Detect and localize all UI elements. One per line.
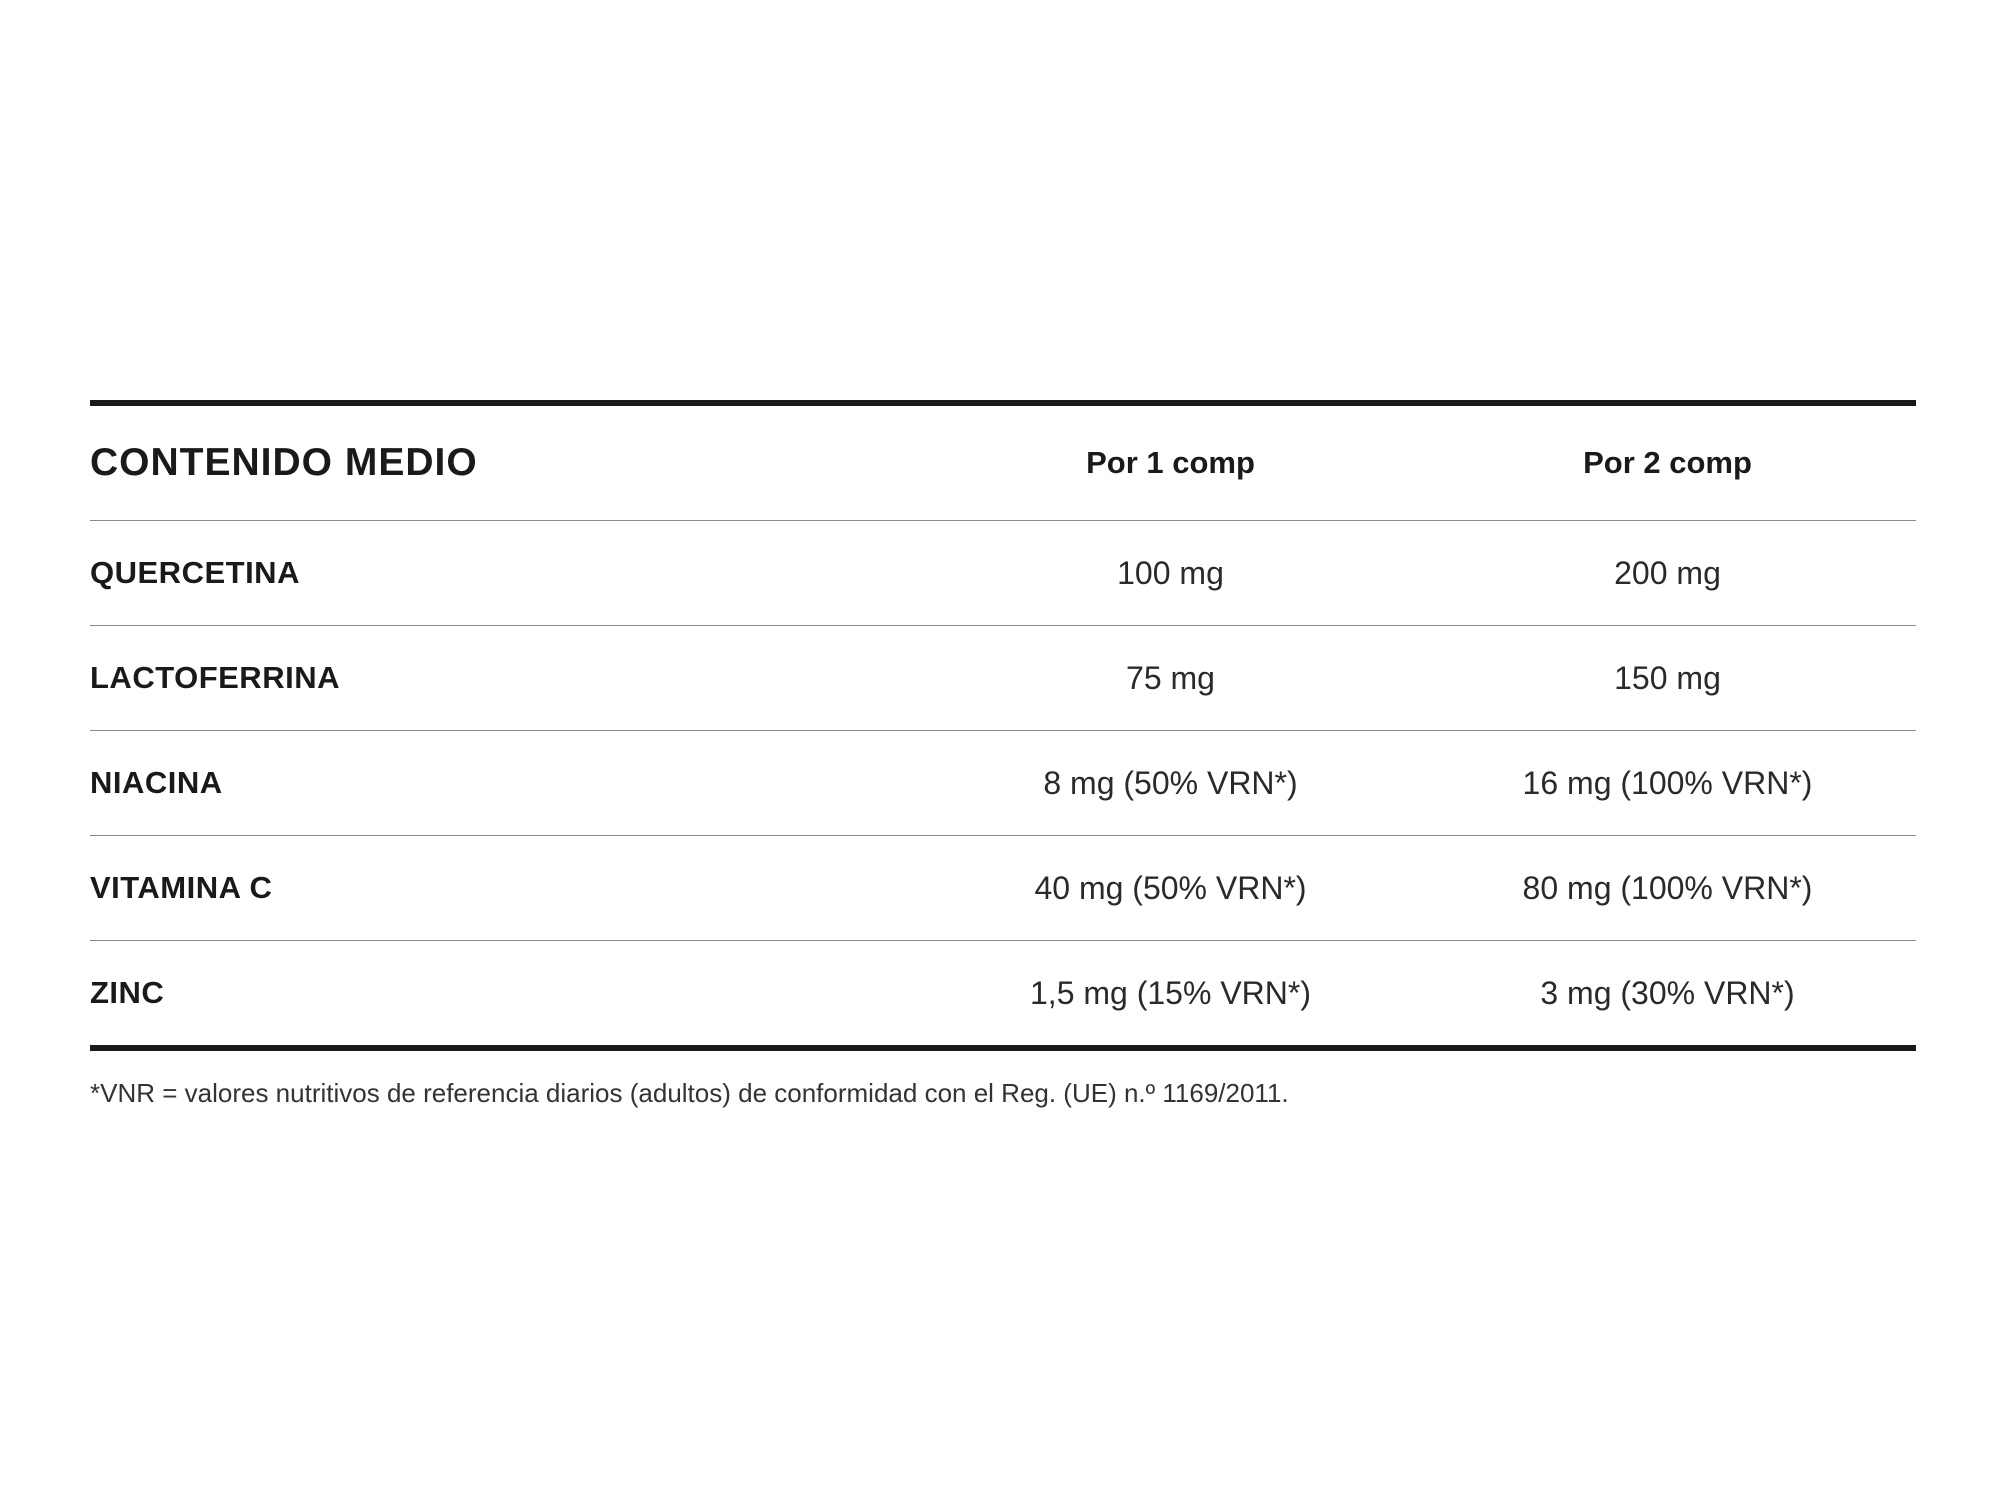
- value-per-1: 8 mg (50% VRN*): [922, 731, 1419, 836]
- table-title: CONTENIDO MEDIO: [90, 403, 922, 521]
- table-row: [90, 521, 1916, 626]
- footnote: *VNR = valores nutritivos de referencia diarios (adultos) de conformidad con el Reg. (UE) n.º 1169/2011.: [90, 1078, 1289, 1108]
- nutrient-name: ZINC: [90, 975, 165, 1010]
- value-per-2: 150 mg: [1419, 626, 1916, 731]
- value-per-1: 40 mg (50% VRN*): [922, 836, 1419, 941]
- table-row: [90, 626, 1916, 731]
- table-row: [90, 836, 1916, 941]
- nutrient-name: LACTOFERRINA: [90, 626, 922, 731]
- value-per-2: 80 mg (100% VRN*): [1419, 836, 1916, 941]
- nutrient-name: NIACINA: [90, 731, 922, 836]
- table-row: [90, 731, 1916, 836]
- nutrient-name: VITAMINA C: [90, 836, 922, 941]
- nutrition-table: [90, 400, 1916, 1051]
- nutrient-name: QUERCETINA: [90, 521, 922, 626]
- table-row: [90, 941, 1916, 1049]
- column-header-per-2: Por 2 comp: [1419, 403, 1916, 521]
- column-header-per-1: Por 1 comp: [922, 403, 1419, 521]
- value-per-1: 1,5 mg (15% VRN*): [1030, 974, 1311, 1011]
- value-per-1: 100 mg: [922, 521, 1419, 626]
- value-per-2: 3 mg (30% VRN*): [1540, 974, 1795, 1011]
- table-header-row: [90, 403, 1916, 521]
- value-per-2: 16 mg (100% VRN*): [1419, 731, 1916, 836]
- value-per-1: 75 mg: [922, 626, 1419, 731]
- value-per-2: 200 mg: [1419, 521, 1916, 626]
